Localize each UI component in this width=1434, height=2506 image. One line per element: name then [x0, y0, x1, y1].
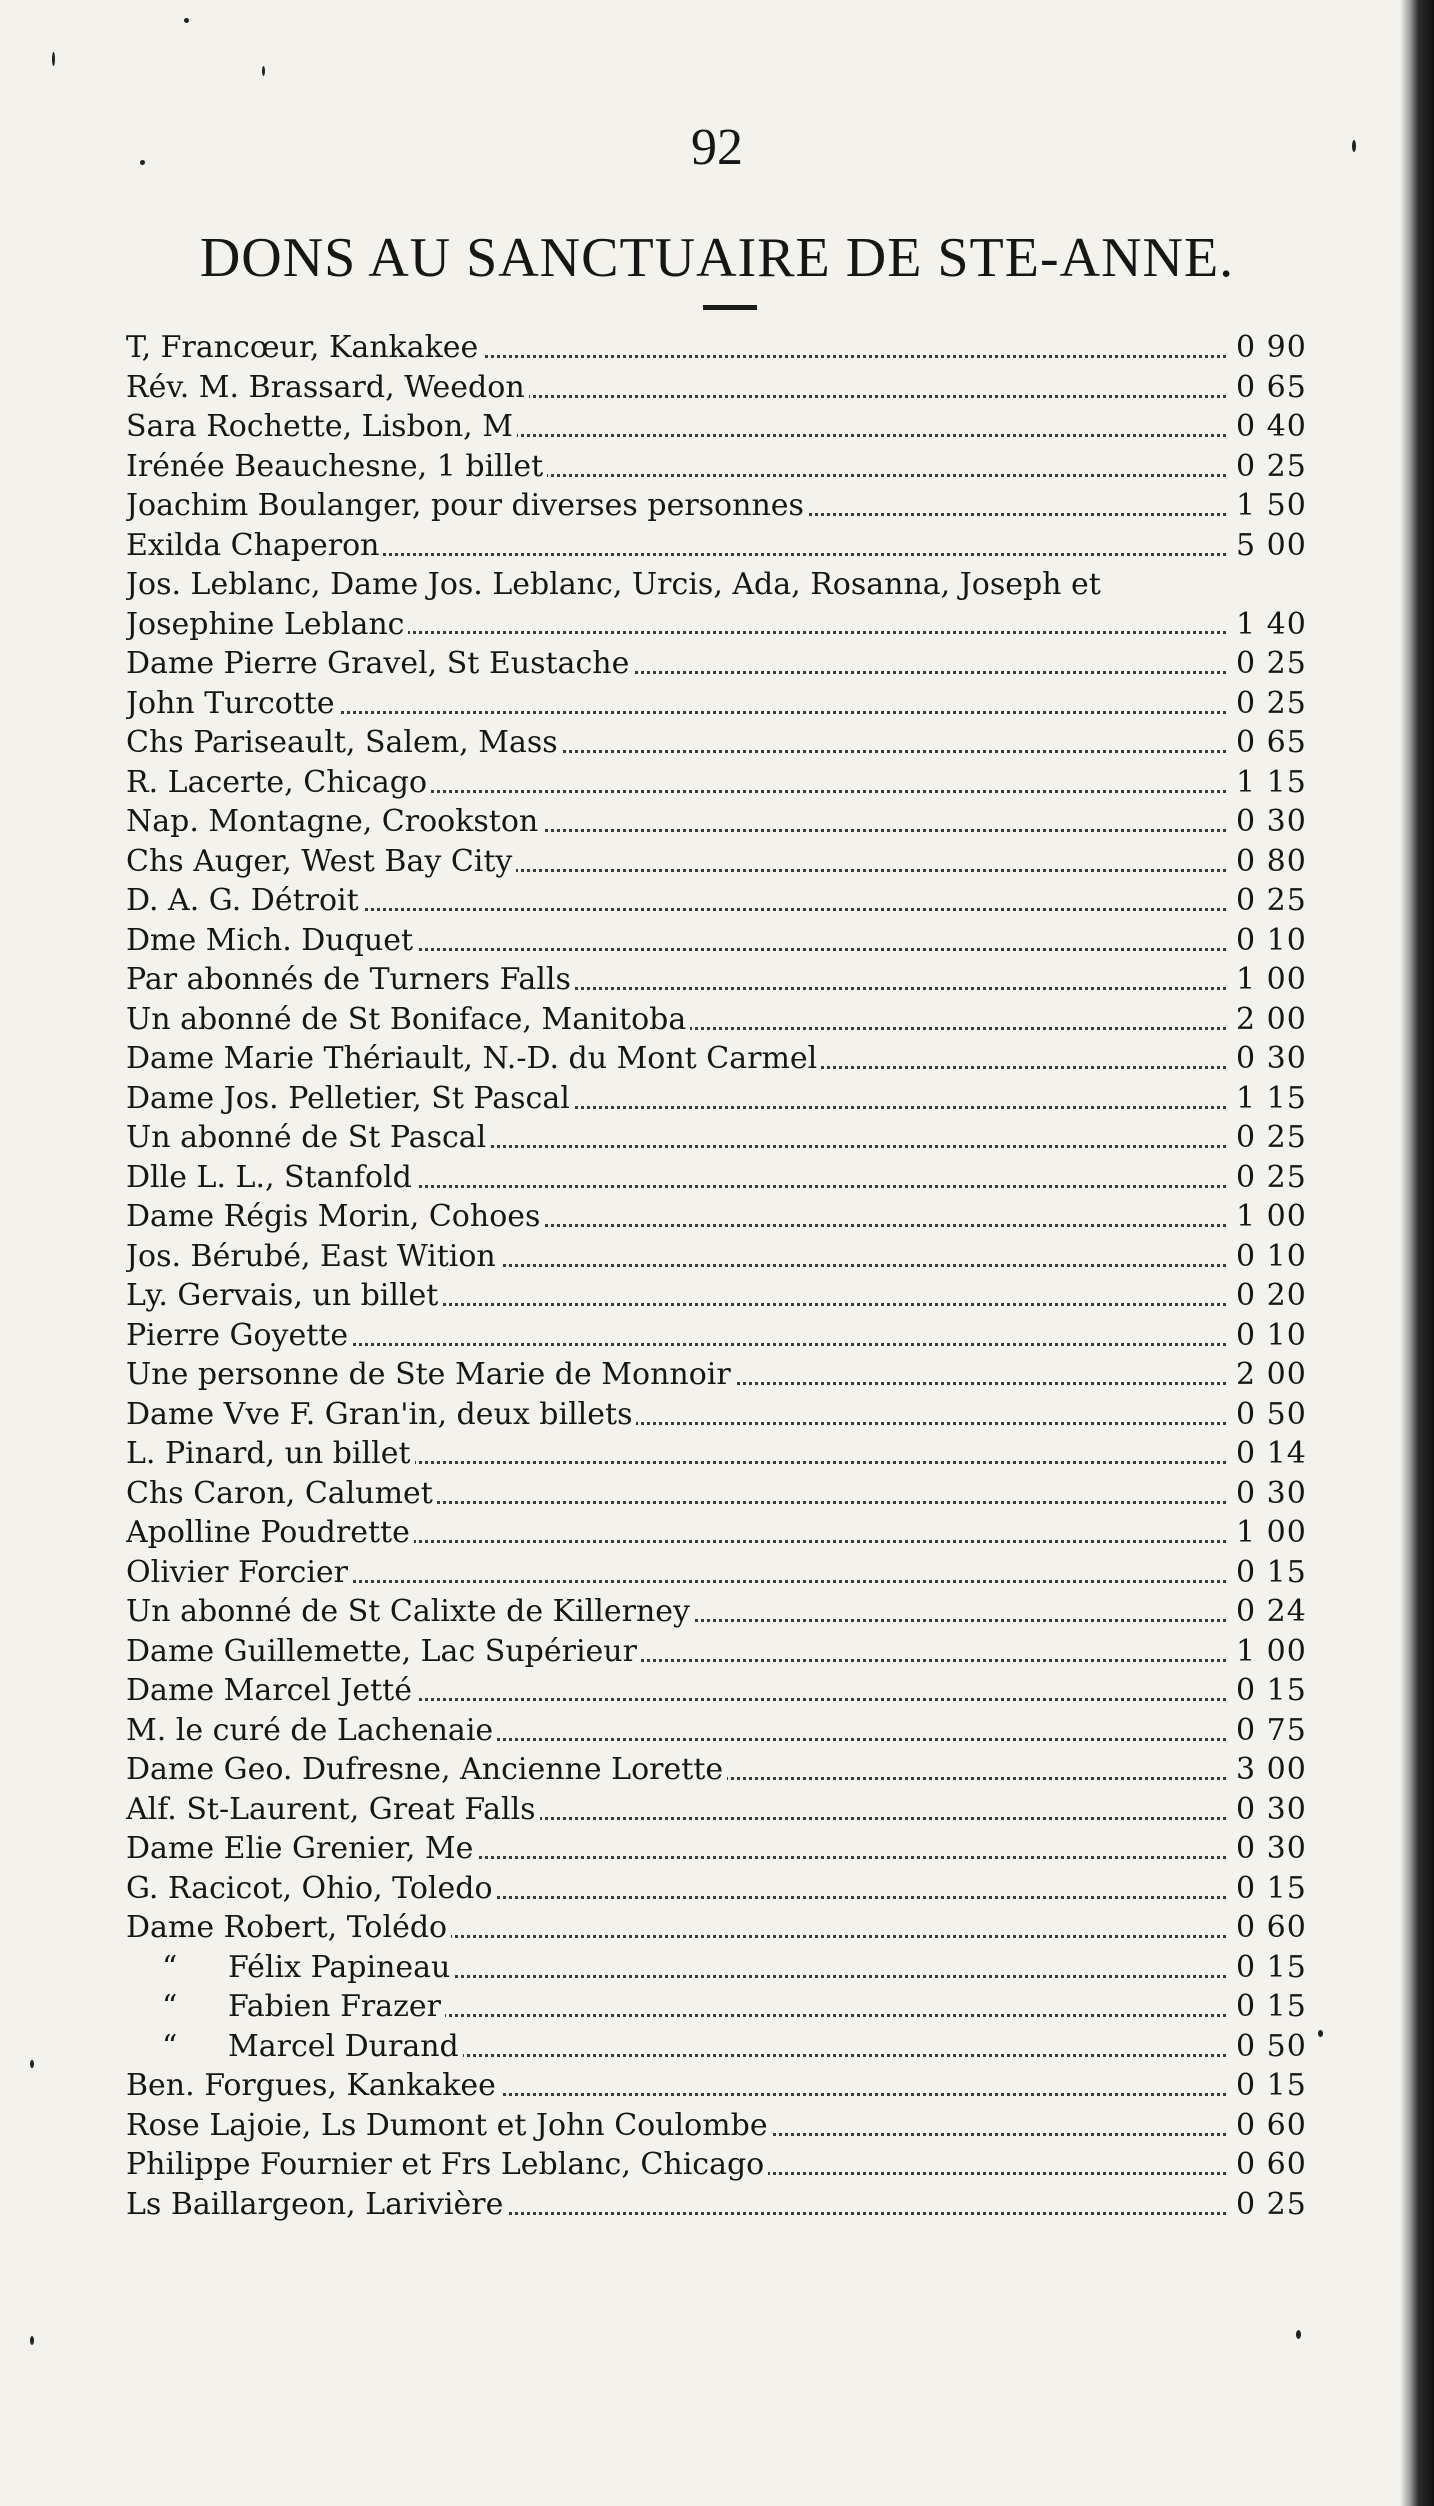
donor-cell [126, 368, 1232, 408]
donor-name: Marcel Durand [228, 2029, 463, 2064]
donation-row [126, 486, 1340, 526]
donation-row [126, 1671, 1340, 1711]
donation-amount: 0 65 [1236, 725, 1307, 760]
donation-amount: 0 60 [1236, 2147, 1307, 2182]
donor-cell [126, 1869, 1232, 1909]
donation-row [126, 723, 1340, 763]
donor-cell [126, 1000, 1232, 1040]
donation-amount: 1 00 [1236, 1199, 1307, 1234]
donor-cell [126, 1592, 1232, 1632]
donor-cell [126, 1513, 1232, 1553]
donor-name: Chs Pariseault, Salem, Mass [126, 725, 562, 760]
donation-amount: 2 00 [1236, 1001, 1307, 1037]
donor-cell [126, 1276, 1232, 1316]
page-title: DONS AU SANCTUAIRE DE STE-ANNE. [199, 227, 1235, 289]
donation-row [126, 644, 1340, 684]
donation-row [126, 1039, 1340, 1079]
donation-row [126, 1908, 1340, 1948]
donation-amount: 0 50 [1236, 2028, 1307, 2064]
donor-cell [126, 1039, 1232, 1079]
ditto-mark: “ [126, 2027, 228, 2067]
donation-amount: 5 00 [1236, 527, 1307, 563]
donation-row [126, 1869, 1340, 1909]
donation-row [126, 1237, 1340, 1277]
donor-cell [126, 328, 1232, 368]
donation-row [126, 1197, 1340, 1237]
donation-row [126, 1434, 1340, 1474]
donation-row [126, 1829, 1340, 1869]
donation-row [126, 684, 1340, 724]
donation-row [126, 1000, 1340, 1040]
donation-amount: 1 00 [1236, 1515, 1307, 1550]
donation-amount: 3 00 [1236, 1752, 1307, 1787]
donation-amount: 0 25 [1236, 448, 1307, 484]
donation-amount: 0 60 [1236, 1910, 1307, 1945]
donor-cell [126, 1829, 1232, 1869]
donor-cell [126, 1079, 1232, 1119]
donation-row [126, 1750, 1340, 1790]
donation-row [126, 526, 1340, 566]
donation-row [126, 1592, 1340, 1632]
donor-cell [126, 1750, 1232, 1790]
donation-amount: 0 30 [1236, 804, 1307, 839]
donation-row [126, 2185, 1340, 2225]
donor-name: Dame Pierre Gravel, St Eustache [126, 646, 633, 681]
donation-row [126, 1118, 1340, 1158]
donor-name: Dame Vve F. Gran'in, deux billets [126, 1397, 636, 1432]
donor-name: John Turcotte [126, 686, 339, 721]
donor-cell [126, 1197, 1232, 1237]
donation-amount: 0 15 [1236, 1673, 1307, 1708]
donor-name: Dlle L. L., Stanfold [126, 1160, 416, 1195]
donation-row [126, 842, 1340, 882]
donor-name: Apolline Poudrette [126, 1515, 414, 1550]
donation-amount: 0 80 [1236, 843, 1307, 879]
donation-row [126, 2145, 1340, 2185]
donor-name: Chs Auger, West Bay City [126, 844, 516, 879]
donor-cell [126, 1790, 1232, 1830]
donor-name: Dame Robert, Tolédo [126, 1910, 451, 1945]
donation-amount: 0 30 [1236, 1041, 1307, 1076]
donation-row [126, 802, 1340, 842]
donation-row [126, 960, 1340, 1000]
donation-row [126, 1355, 1340, 1395]
scan-speck [1352, 140, 1356, 152]
donor-cell [126, 763, 1232, 803]
donation-row [126, 368, 1340, 408]
donation-amount: 0 10 [1236, 1317, 1307, 1353]
donation-row [126, 2066, 1340, 2106]
donor-name: Dame Geo. Dufresne, Ancienne Lorette [126, 1752, 727, 1787]
donor-cell [126, 407, 1232, 447]
donor-name: G. Racicot, Ohio, Toledo [126, 1871, 497, 1906]
donor-cell [126, 1671, 1232, 1711]
donor-name: Dame Elie Grenier, Me [126, 1831, 477, 1866]
donor-cell [126, 1908, 1232, 1948]
donor-cell [126, 1237, 1232, 1277]
donor-cell [126, 1316, 1232, 1356]
donor-name: Dame Marie Thériault, N.-D. du Mont Carmel [126, 1041, 821, 1076]
donor-name: Un abonné de St Boniface, Manitoba [126, 1002, 690, 1037]
page-number: 92 [691, 119, 743, 176]
donor-name: Ben. Forgues, Kankakee [126, 2068, 500, 2103]
donation-amount: 0 15 [1236, 2068, 1307, 2103]
donation-amount: 0 90 [1236, 330, 1307, 365]
donor-cell [126, 2145, 1232, 2185]
donor-cell [126, 881, 1232, 921]
donor-name: Jos. Leblanc, Dame Jos. Leblanc, Urcis, Ada, Rosanna, Joseph et Josephine Leblanc [126, 567, 1101, 642]
donation-amount: 0 25 [1236, 646, 1307, 681]
donor-cell [126, 1987, 1232, 2027]
donation-amount: 0 25 [1236, 685, 1307, 721]
donor-name: Pierre Goyette [126, 1318, 352, 1353]
donor-name: Un abonné de St Calixte de Killerney [126, 1594, 694, 1629]
donation-amount: 0 30 [1236, 1475, 1307, 1511]
donor-cell [126, 1711, 1232, 1751]
donation-amount: 1 40 [1236, 606, 1307, 642]
donation-row [126, 1079, 1340, 1119]
donor-cell [126, 526, 1232, 566]
donation-row [126, 1158, 1340, 1198]
donation-amount: 0 25 [1236, 2186, 1307, 2222]
donation-row [126, 1790, 1340, 1830]
scan-speck [184, 18, 189, 23]
donor-name: L. Pinard, un billet [126, 1436, 415, 1471]
donation-row [126, 881, 1340, 921]
donor-name: Un abonné de St Pascal [126, 1120, 490, 1155]
donation-amount: 0 30 [1236, 1831, 1307, 1866]
donation-row [126, 1276, 1340, 1316]
donor-cell [126, 1553, 1232, 1593]
donor-name: Ly. Gervais, un billet [126, 1278, 442, 1313]
donation-amount: 0 24 [1236, 1594, 1307, 1629]
donation-amount: 0 30 [1236, 1791, 1307, 1827]
page-edge-shadow [1400, 0, 1434, 2506]
donation-amount: 1 50 [1236, 488, 1307, 523]
donor-name: Olivier Forcier [126, 1555, 352, 1590]
donation-row [126, 763, 1340, 803]
donation-amount: 1 15 [1236, 1080, 1307, 1116]
donation-amount: 0 10 [1236, 1238, 1307, 1274]
donation-amount: 0 65 [1236, 369, 1307, 405]
donor-name: Fabien Frazer [228, 1989, 445, 2024]
ditto-mark: “ [126, 1948, 228, 1988]
ditto-mark: “ [126, 1987, 228, 2027]
donation-row [126, 1711, 1340, 1751]
donor-cell [126, 1632, 1232, 1672]
donor-name: Dame Jos. Pelletier, St Pascal [126, 1081, 574, 1116]
donor-name: Alf. St-Laurent, Great Falls [126, 1792, 540, 1827]
donation-amount: 1 00 [1236, 962, 1307, 997]
donation-row [126, 1316, 1340, 1356]
donor-cell [126, 1474, 1232, 1514]
scan-speck [1296, 2330, 1301, 2339]
donor-name: D. A. G. Détroit [126, 883, 363, 918]
donor-name: Une personne de Ste Marie de Monnoir [126, 1357, 735, 1392]
donor-name: Joachim Boulanger, pour diverses personnes [126, 488, 808, 523]
donation-row [126, 2106, 1340, 2146]
donation-row [126, 1474, 1340, 1514]
donor-name: Dame Guillemette, Lac Supérieur [126, 1634, 641, 1669]
donation-row [126, 1632, 1340, 1672]
donation-amount: 0 60 [1236, 2107, 1307, 2143]
donor-name: Ls Baillargeon, Larivière [126, 2187, 507, 2222]
donor-name: Félix Papineau [228, 1950, 454, 1985]
title-rule [703, 305, 757, 310]
donation-amount: 0 15 [1236, 1989, 1307, 2024]
donor-cell [126, 1395, 1232, 1435]
donor-cell [126, 2185, 1232, 2225]
donation-row [126, 328, 1340, 368]
donor-name: R. Lacerte, Chicago [126, 765, 431, 800]
donation-amount: 0 25 [1236, 1120, 1307, 1155]
donation-amount: 1 00 [1236, 1633, 1307, 1669]
donation-amount: 0 50 [1236, 1396, 1307, 1432]
donor-name: Irénée Beauchesne, 1 billet [126, 449, 547, 484]
donation-row [126, 2027, 1340, 2067]
donor-cell [126, 802, 1232, 842]
donor-cell [126, 960, 1232, 1000]
donor-cell [126, 486, 1232, 526]
donor-cell [126, 2106, 1232, 2146]
donor-cell [126, 2066, 1232, 2106]
donation-amount: 0 10 [1236, 922, 1307, 958]
donation-amount: 0 15 [1236, 1554, 1307, 1590]
scan-speck [262, 66, 265, 76]
donation-amount: 0 25 [1236, 883, 1307, 918]
donor-cell [126, 1158, 1232, 1198]
scan-speck [1318, 2030, 1323, 2037]
donor-name: T, Francœur, Kankakee [126, 330, 482, 365]
donor-name: Exilda Chaperon [126, 528, 383, 563]
donor-name: M. le curé de Lachenaie [126, 1713, 497, 1748]
donation-amount: 0 20 [1236, 1278, 1307, 1313]
donation-row [126, 1395, 1340, 1435]
donor-cell [126, 1434, 1232, 1474]
donor-name: Rév. M. Brassard, Weedon [126, 370, 529, 405]
donation-row [126, 1948, 1340, 1988]
donor-name: Sara Rochette, Lisbon, M [126, 409, 517, 444]
donor-cell [126, 447, 1232, 487]
donor-cell [126, 1948, 1232, 1988]
donor-cell [126, 644, 1232, 684]
donation-row [126, 921, 1340, 961]
donation-amount: 0 75 [1236, 1712, 1307, 1748]
donor-name: Jos. Bérubé, East Wition [126, 1239, 500, 1274]
donation-amount: 0 25 [1236, 1159, 1307, 1195]
donor-cell [126, 921, 1232, 961]
donation-amount: 0 15 [1236, 1949, 1307, 1985]
donor-name: Dame Marcel Jetté [126, 1673, 416, 1708]
donor-cell [126, 565, 1232, 644]
scan-speck [30, 2336, 34, 2345]
donor-cell [126, 723, 1232, 763]
donor-cell [126, 684, 1232, 724]
donor-cell [126, 1118, 1232, 1158]
donation-amount: 2 00 [1236, 1357, 1307, 1392]
donation-list [126, 328, 1340, 2224]
donation-row [126, 1987, 1340, 2027]
donation-amount: 0 40 [1236, 409, 1307, 444]
donation-amount: 1 15 [1236, 764, 1307, 800]
donation-row [126, 1513, 1340, 1553]
donor-name: Par abonnés de Turners Falls [126, 962, 575, 997]
scan-speck [52, 52, 55, 66]
donor-name: Rose Lajoie, Ls Dumont et John Coulombe [126, 2108, 772, 2143]
donor-cell [126, 1355, 1232, 1395]
donor-name: Dame Régis Morin, Cohoes [126, 1199, 544, 1234]
donation-amount: 0 15 [1236, 1870, 1307, 1906]
scan-speck [140, 160, 145, 165]
donation-row [126, 1553, 1340, 1593]
scan-speck [30, 2060, 34, 2068]
donor-name: Dme Mich. Duquet [126, 923, 417, 958]
donor-cell [126, 842, 1232, 882]
donation-row [126, 565, 1340, 644]
donation-row [126, 407, 1340, 447]
donor-name: Philippe Fournier et Frs Leblanc, Chicago [126, 2147, 768, 2182]
donation-row [126, 447, 1340, 487]
donation-amount: 0 14 [1236, 1436, 1307, 1471]
donor-cell [126, 2027, 1232, 2067]
donor-name: Chs Caron, Calumet [126, 1476, 437, 1511]
donor-name: Nap. Montagne, Crookston [126, 804, 542, 839]
